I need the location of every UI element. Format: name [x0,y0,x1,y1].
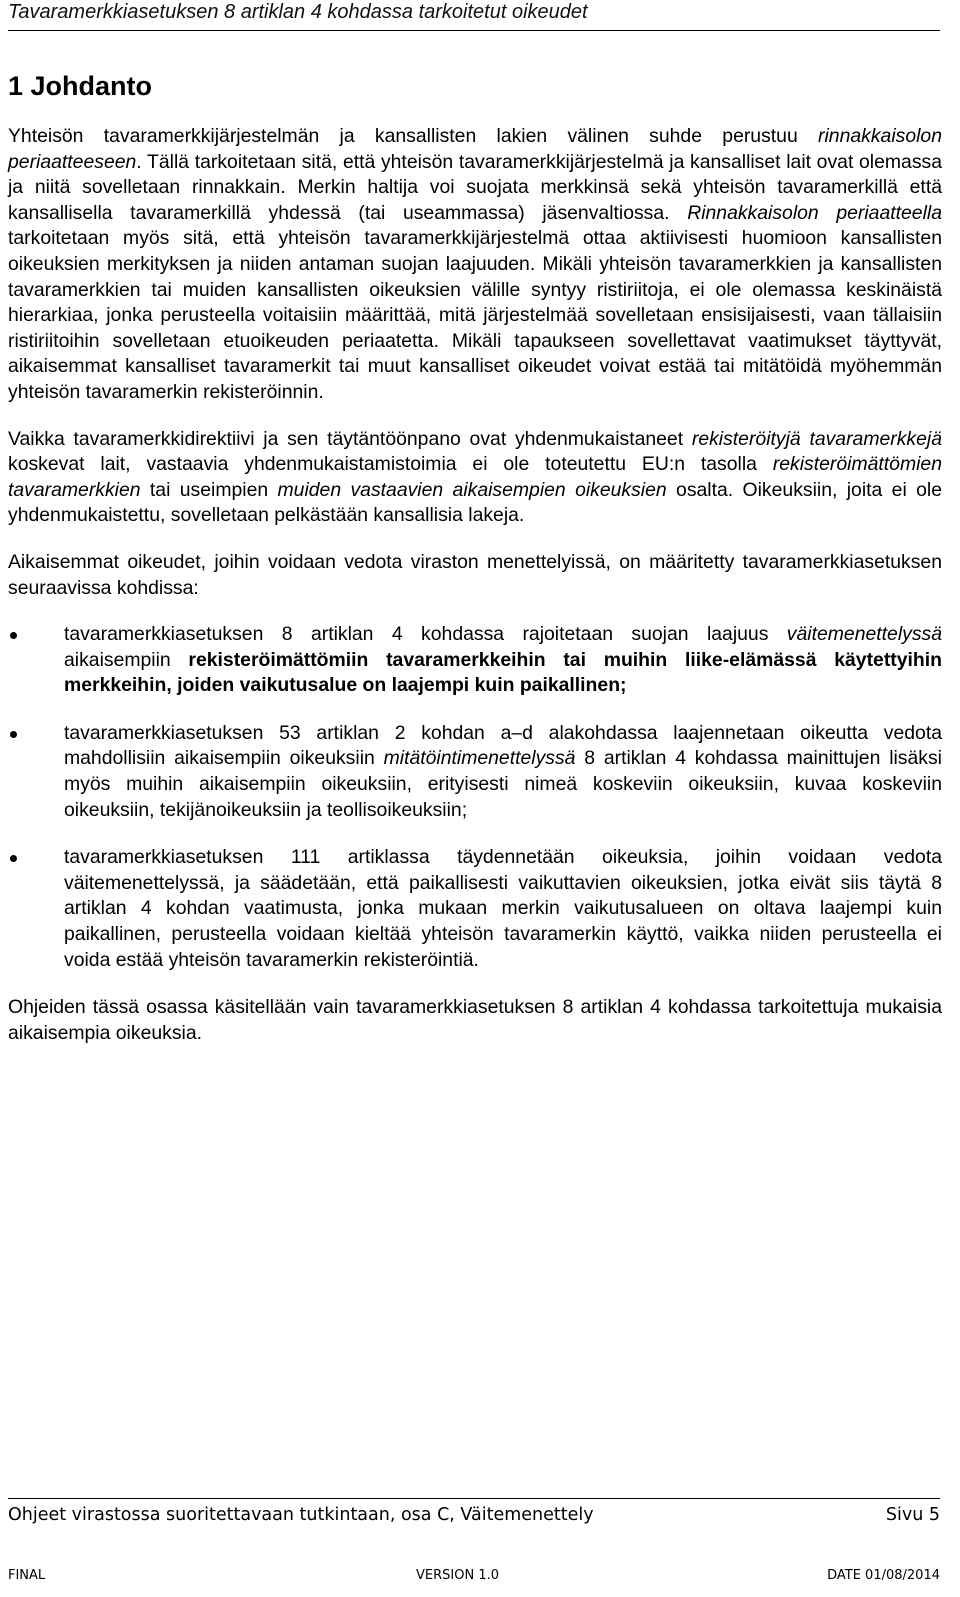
italic-text: rekisteröityjä tavaramerkkejä [691,427,942,450]
text-run: Ohjeiden tässä osassa käsitellään vain tavaramerkkiasetuksen 8 artiklan 4 kohdassa tarkoitettuja mukaisia aikaisempia oikeuksia. [8,996,942,1044]
footer-divider [8,1498,940,1499]
footer-title: Ohjeet virastossa suoritettavaan tutkintaan, osa C, Väitemenettely [8,1505,594,1525]
list-item [8,721,942,823]
provisions-list [8,622,942,973]
text-run: koskevat lait, vastaavia yhdenmukaistamistoimia ei ole toteutettu EU:n tasolla [8,453,773,476]
text-run: 8 artiklan 4 kohdassa mainittujen lisäksi myös muihin aikaisempiin oikeuksiin, erityisesti nimeä koskeviin oikeuksiin, kuvaa koskeviin oikeuksiin, tekijänoikeuksiin ja teollisoikeuksiin; [64,747,942,821]
running-header [8,0,940,31]
version-label: VERSION 1.0 [416,1568,499,1583]
document-body [8,68,942,1067]
status-label: FINAL [8,1568,46,1583]
text-run: osalta. Oikeuksiin, joita ei ole yhdenmukaistettu, sovelletaan pelkästään kansallisia lakeja. [8,478,942,527]
italic-text: rekisteröimättömien tavaramerkkien [8,453,942,501]
page-number: Sivu 5 [885,1505,940,1525]
intro-paragraph [8,124,942,406]
list-item-text [64,623,942,696]
bullet-icon [10,731,17,738]
italic-text: mitätöintimenettelyssä [383,747,576,770]
text-run: Vaikka tavaramerkkidirektiivi ja sen täytäntöönpano ovat yhdenmukaistaneet [8,427,692,450]
italic-text: rinnakkaisolon periaatteeseen [8,125,942,173]
text-run: Yhteisön tavaramerkkijärjestelmän ja kansallisten lakien välinen suhde perustuu [8,125,819,147]
list-item-text [64,722,942,821]
bold-text: rekisteröimättömiin tavaramerkkeihin tai muihin liike-elämässä käytettyihin merkkeihin, joiden vaikutusalue on laajempi kuin paikallinen; [64,648,942,697]
section-heading: 1 Johdanto [8,71,153,101]
list-item [8,622,942,699]
list-item [8,845,942,973]
bullet-icon [10,632,17,639]
earlier-rights-paragraph [8,550,942,601]
italic-text: muiden vastaavien aikaisempien oikeuksien [277,478,667,501]
list-item-text [64,846,942,970]
italic-text: Rinnakkaisolon periaatteella [687,201,942,224]
text-run: tavaramerkkiasetuksen 111 artiklassa täydennetään oikeuksia, joihin voidaan vedota väitemenettelyssä, ja säädetään, että paikallisesti vaikuttavien oikeuksien, jotka eivät siis täytä 8 artiklan 4 kohdan vaatimusta, jonka mukaan merkin vaikutusalueen on oltava laajempi kuin paikallinen, perusteella voidaan kieltää yhteisön tavaramerkin käyttö, vaikka niiden perusteella ei voida estää yhteisön tavaramerkin rekisteröintiä. [64,846,942,971]
text-run: tai useimpien [140,478,278,501]
text-run: tarkoitetaan myös sitä, että yhteisön tavaramerkkijärjestelmä ottaa aktiivisesti huomioon kansallisten oikeuksien merkityksen ja niiden antaman suojan laajuuden. Mikäli yhteisön tavaramerkkien ja kansallisten tavaramerkkien tai muiden kansallisten oikeuksien välille syntyy ristiriitoja, ei ole olemassa keskinäistä hierarkiaa, jonka perusteella voitaisiin määrittää, mitä järjestelmää sovelletaan ensisijaisesti, vaan tällaisiin ristiriitoihin sovelletaan etuoikeuden periaatetta. Mikäli tapaukseen sovellettavat vaatimukset täyttyvät, aikaisemmat kansalliset tavaramerkit tai muut kansalliset oikeudet voivat estää tai mitätöidä myöhemmän yhteisön tavaramerkin rekisteröinnin. [8,227,942,403]
text-run: . Tällä tarkoitetaan sitä, että yhteisön tavaramerkkijärjestelmä ja kansalliset lait ovat olemassa ja niitä sovelletaan rinnakkain. Merkin haltija voi suojata merkkinsä sekä yhteisön tavaramerkillä että kansallisella tavaramerkillä yhdessä (tai useammassa) jäsenvaltiossa. [8,150,942,224]
text-run: Aikaisemmat oikeudet, joihin voidaan vedota viraston menettelyissä, on määritetty tavaramerkkiasetuksen seuraavissa kohdissa: [8,550,942,599]
text-run: aikaisempiin [64,648,189,671]
bullet-icon [10,855,17,862]
date-label: DATE 01/08/2014 [827,1568,940,1583]
italic-text: väitemenettelyssä [786,623,942,646]
harmonisation-paragraph [8,427,942,529]
text-run: tavaramerkkiasetuksen 8 artiklan 4 kohdassa rajoitetaan suojan laajuus [64,623,787,646]
closing-paragraph [8,995,942,1046]
running-header-title: Tavaramerkkiasetuksen 8 artiklan 4 kohdassa tarkoitetut oikeudet [8,1,588,23]
text-run: tavaramerkkiasetuksen 53 artiklan 2 kohdan a–d alakohdassa laajennetaan oikeutta vedota mahdollisiin aikaisempiin oikeuksiin [64,721,942,770]
